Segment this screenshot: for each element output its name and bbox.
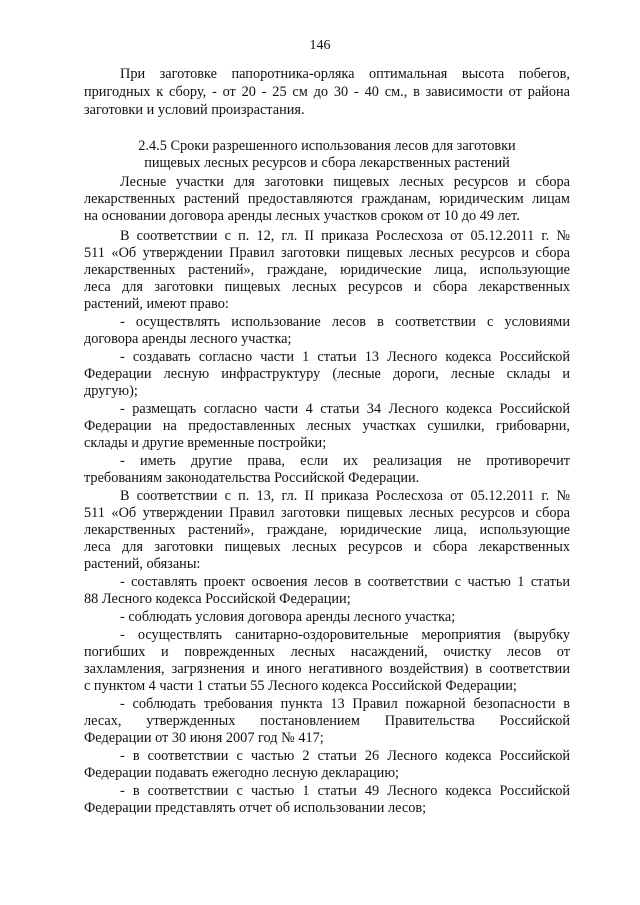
text-line: леса для заготовки пищевых лесных ресурсов и сбора лекарственных [84, 539, 570, 555]
list-item: - в соответствии с частью 2 статьи 26 Лесного кодекса Российской [120, 748, 570, 764]
text-line: Федерации на предоставленных лесных участках сушилки, грибоварни, [84, 418, 570, 434]
list-item: - создавать согласно части 1 статьи 13 Лесного кодекса Российской [120, 349, 570, 365]
text-line: леса для заготовки пищевых лесных ресурсов и сбора лекарственных [84, 279, 570, 295]
text-line: другую); [84, 383, 138, 399]
text-line: лекарственных растений», граждане, юридические лица, использующие [84, 262, 570, 278]
text-line: При заготовке папоротника-орляка оптимальная высота побегов, [120, 66, 570, 82]
text-line: пригодных к сбору, - от 20 - 25 см до 30 - 40 см., в зависимости от района [84, 84, 570, 100]
list-item: - соблюдать требования пункта 13 Правил пожарной безопасности в [120, 696, 570, 712]
text-line: лесах, утвержденных постановлением Правительства Российской [84, 713, 570, 729]
text-line: на основании договора аренды лесных участков сроком от 10 до 49 лет. [84, 208, 520, 224]
text-line: погибших и поврежденных лесных насаждений, очистку лесов от [84, 644, 570, 660]
list-item: - осуществлять использование лесов в соответствии с условиями [120, 314, 570, 330]
text-line: захламления, загрязнения и иного негативного воздействия) в соответствии [84, 661, 570, 677]
text-line: договора аренды лесного участка; [84, 331, 292, 347]
text-line: 88 Лесного кодекса Российской Федерации; [84, 591, 351, 607]
text-line: Федерации подавать ежегодно лесную декларацию; [84, 765, 399, 781]
page-number: 146 [309, 38, 331, 53]
list-item: - иметь другие права, если их реализация не противоречит [120, 453, 570, 469]
text-line: Федерации лесную инфраструктуру (лесные дороги, лесные склады и [84, 366, 570, 382]
text-line: требованиям законодательства Российской Федерации. [84, 470, 420, 486]
text-line: лекарственных растений предоставляются гражданам, юридическим лицам [84, 191, 570, 207]
list-item: - осуществлять санитарно-оздоровительные мероприятия (вырубку [120, 627, 570, 643]
text-line: склады и другие временные постройки; [84, 435, 327, 451]
text-line: В соответствии с п. 12, гл. II приказа Рослесхоза от 05.12.2011 г. № [120, 228, 570, 244]
text-line: Федерации от 30 июня 2007 год № 417; [84, 730, 324, 746]
section-heading: 2.4.5 Сроки разрешенного использования лесов для заготовки [138, 138, 516, 154]
section-heading: пищевых лесных ресурсов и сбора лекарственных растений [144, 155, 510, 171]
text-line: Федерации представлять отчет об использовании лесов; [84, 800, 427, 816]
text-line: Лесные участки для заготовки пищевых лесных ресурсов и сбора [120, 174, 570, 190]
text-line: 511 «Об утверждении Правил заготовки пищевых лесных ресурсов и сбора [84, 245, 570, 261]
text-line: В соответствии с п. 13, гл. II приказа Рослесхоза от 05.12.2011 г. № [120, 488, 570, 504]
text-line: с пунктом 4 части 1 статьи 55 Лесного кодекса Российской Федерации; [84, 678, 517, 694]
list-item: - в соответствии с частью 1 статьи 49 Лесного кодекса Российской [120, 783, 570, 799]
list-item: - составлять проект освоения лесов в соответствии с частью 1 статьи [120, 574, 570, 590]
text-line: 511 «Об утверждении Правил заготовки пищевых лесных ресурсов и сбора [84, 505, 570, 521]
list-item: - соблюдать условия договора аренды лесного участка; [120, 609, 456, 625]
text-line: растений, обязаны: [84, 556, 201, 572]
text-line: растений, имеют право: [84, 296, 229, 312]
list-item: - размещать согласно части 4 статьи 34 Лесного кодекса Российской [120, 401, 570, 417]
text-line: заготовки и условий произрастания. [84, 102, 305, 118]
text-line: лекарственных растений», граждане, юридические лица, использующие [84, 522, 570, 538]
